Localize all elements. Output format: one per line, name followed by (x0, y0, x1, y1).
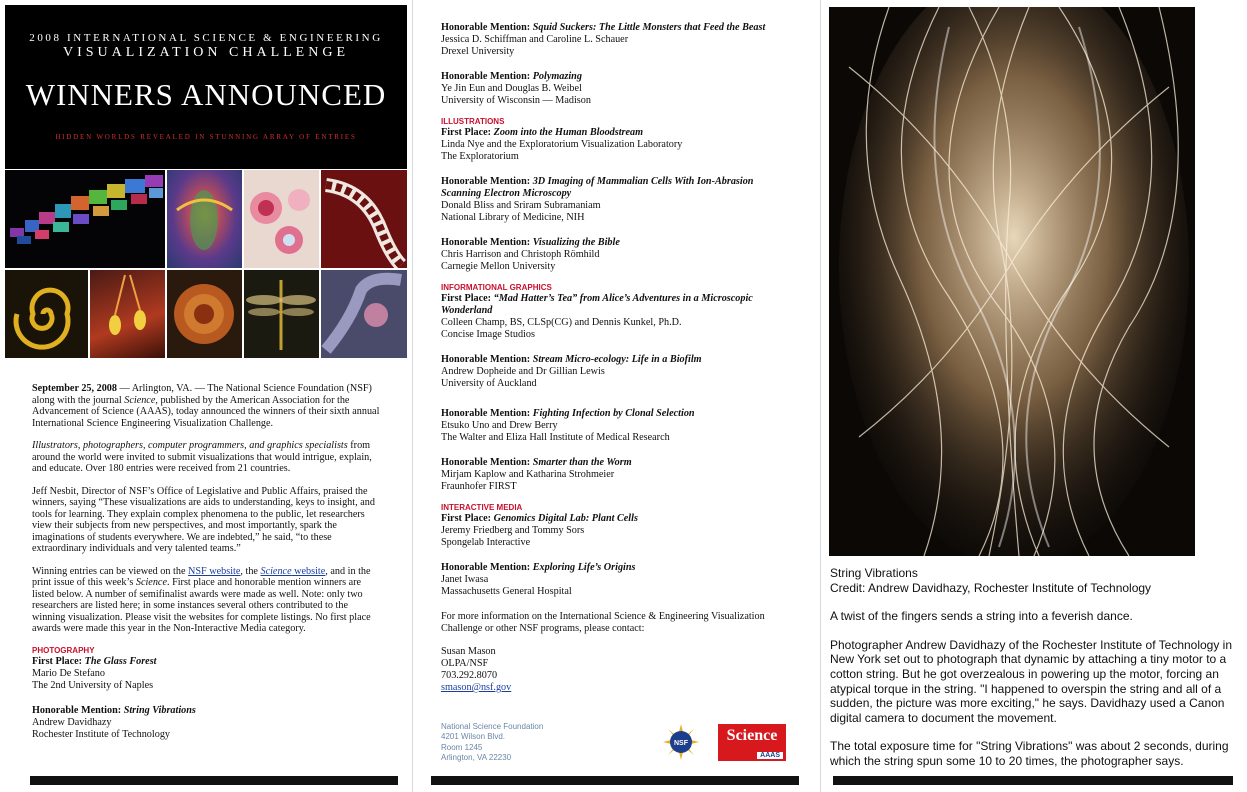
winner-entry (441, 176, 811, 224)
banner-header (5, 5, 407, 169)
banner-line-2: VISUALIZATION CHALLENGE (62, 45, 350, 60)
category-heading-illustrations: ILLUSTRATIONS (441, 117, 505, 126)
entry-names: Ye Jin Eun and Douglas B. Weibel (441, 83, 582, 94)
entry-organization: The 2nd University of Naples (32, 679, 154, 691)
entry-names: Andrew Davidhazy (32, 716, 112, 728)
winner-entry (441, 22, 811, 58)
award-level: First Place: (32, 655, 85, 667)
mosaic-image-round-cell (167, 270, 242, 358)
bottom-divider-bar (30, 776, 398, 785)
entry-title: 3D Imaging of Mammalian Cells With Ion-Abrasion Scanning Electron Microscopy (441, 176, 754, 199)
nsf-logo-icon (663, 724, 699, 760)
entry-names: Mario De Stefano (32, 667, 105, 679)
more-info-text: For more information on the International Science & Engineering Visualization Challenge or other NSF programs, please contact: (441, 611, 765, 634)
entry-title: Genomics Digital Lab: Plant Cells (493, 513, 638, 524)
entry-names: Linda Nye and the Exploratorium Visualization Laboratory (441, 139, 683, 150)
contact-email-link[interactable]: smason@nsf.gov (441, 682, 512, 693)
intro-paragraph-3: Jeff Nesbit, Director of NSF’s Office of Legislative and Public Affairs, praised the winners, saying “These visualizations are aids to understanding, keys to insight, and tools for learning. They explain complex phenomena to the public, let researchers view their subjects from new perspectives, and most importantly, spark the imaginations of students everywhere. We are indebted,” he said, “to these extraordinary individuals and very talented teams.” (32, 485, 375, 554)
entry-organization: The Exploratorium (441, 151, 519, 162)
intro-text: , the (240, 565, 261, 577)
nsf-logo-text: NSF (674, 740, 688, 747)
link-text: Science (260, 565, 292, 577)
entry-organization: Spongelab Interactive (441, 537, 531, 548)
journal-name: Science (124, 394, 156, 406)
feature-paragraph-3: The total exposure time for "String Vibrations" was about 2 seconds, during which the string spun some 10 to 20 times, the photographer says. (830, 739, 1229, 768)
category-heading-photography: PHOTOGRAPHY (32, 645, 95, 655)
nsf-website-link[interactable]: NSF website (188, 565, 241, 577)
mosaic-image-neurons (90, 270, 165, 358)
press-release-column-2 (412, 0, 820, 792)
bottom-divider-bar (431, 776, 799, 785)
winner-entry (441, 457, 811, 493)
entry-organization: University of Wisconsin — Madison (441, 95, 591, 106)
aaas-logo-text: AAAS (757, 752, 783, 759)
science-website-link[interactable] (260, 566, 325, 577)
award-level: First Place: (441, 293, 494, 304)
science-aaas-logo (718, 724, 786, 761)
entry-title: The Glass Forest (84, 655, 157, 667)
entry-organization: Concise Image Studios (441, 329, 535, 340)
photo-feature-text (830, 566, 1242, 783)
caption-credit: Credit: Andrew Davidhazy, Rochester Institute of Technology (830, 580, 1152, 595)
photo-feature-column (820, 0, 1247, 792)
winner-entry (441, 513, 811, 549)
entry-organization: Carnegie Mellon University (441, 261, 556, 272)
press-release-column-1 (0, 0, 412, 792)
feature-paragraph-1: A twist of the fingers sends a string into a feverish dance. (830, 609, 1133, 624)
award-level: Honorable Mention: (441, 237, 533, 248)
release-date: September 25, 2008 (32, 383, 117, 394)
award-level: Honorable Mention: (441, 562, 533, 573)
award-level: Honorable Mention: (441, 457, 533, 468)
intro-text: Winning entries can be viewed on the (32, 565, 189, 577)
entry-organization: Drexel University (441, 46, 515, 57)
intro-paragraph-4 (32, 566, 382, 635)
entry-title: Stream Micro-ecology: Life in a Biofilm (532, 354, 702, 365)
intro-text: , published by the American Association for the Advancement of Science (AAAS), today announced the winners of their sixth annual International Science Engineering Visualization Challenge. (32, 394, 380, 429)
winner-entry (441, 127, 811, 163)
contact-phone: 703.292.8070 (441, 670, 498, 681)
entry-names: Andrew Dopheide and Dr Gillian Lewis (441, 366, 605, 377)
entry-title: Exploring Life’s Origins (532, 562, 636, 573)
entry-organization: Massachusetts General Hospital (441, 586, 572, 597)
entry-names: Chris Harrison and Christoph Römhild (441, 249, 600, 260)
entry-names: Etsuko Uno and Drew Berry (441, 420, 558, 431)
entry-title: Squid Suckers: The Little Monsters that Feed the Beast (532, 22, 766, 33)
category-heading-interactive-media: INTERACTIVE MEDIA (441, 503, 523, 512)
award-level: Honorable Mention: (32, 704, 124, 716)
entry-names: Colleen Champ, BS, CLSp(CG) and Dennis Kunkel, Ph.D. (441, 317, 682, 328)
contact-name: Susan Mason (441, 646, 496, 657)
bottom-divider-bar (833, 776, 1233, 785)
entry-organization: The Walter and Eliza Hall Institute of Medical Research (441, 432, 670, 443)
entry-title: Polymazing (532, 71, 582, 82)
nsf-address (441, 722, 543, 763)
intro-text: . First place and honorable mention winners are listed below. A number of semifinalist awards were made as well. Note: only two researchers are listed here; in some instances several others contributed to the winning visualization. Please visit the websites for complete listings. No first place awards were made this year in the Non-Interactive Media category. (32, 577, 371, 634)
address-line: Room 1245 (441, 742, 483, 752)
award-level: Honorable Mention: (441, 176, 533, 187)
award-level: Honorable Mention: (441, 354, 533, 365)
entry-names: Mirjam Kaplow and Katharina Strohmeier (441, 469, 615, 480)
mosaic-image-bible-visualization (5, 170, 165, 268)
contact-block (441, 646, 811, 694)
award-level: Honorable Mention: (441, 408, 533, 419)
mosaic-image-film-strip (321, 170, 407, 268)
journal-name: Science (135, 577, 167, 588)
entry-organization: Fraunhofer FIRST (441, 481, 517, 492)
award-level: First Place: (441, 127, 494, 138)
mosaic-image-golden-spiral (5, 270, 88, 358)
contact-office: OLPA/NSF (441, 658, 489, 669)
category-heading-informational-graphics: INFORMATIONAL GRAPHICS (441, 283, 552, 292)
entry-names: Donald Bliss and Sriram Subramaniam (441, 200, 601, 211)
intro-text: , and in the print issue of this week’s (32, 565, 371, 588)
winner-entry (441, 354, 811, 390)
award-level: Honorable Mention: (441, 71, 533, 82)
winner-entry (441, 293, 811, 341)
winner-entry (32, 656, 382, 692)
photo-caption (830, 566, 1242, 595)
entry-organization: Rochester Institute of Technology (32, 728, 171, 740)
entry-title: “Mad Hatter’s Tea” from Alice’s Adventures in a Microscopic Wonderland (441, 293, 753, 316)
winner-entry (441, 237, 811, 273)
intro-text: — Arlington, VA. — The National Science Foundation (NSF) along with the journal (32, 383, 372, 406)
award-level: First Place: (441, 513, 494, 524)
winner-entry (441, 562, 811, 598)
address-line: Arlington, VA 22230 (441, 752, 512, 762)
banner-title: WINNERS ANNOUNCED (25, 77, 387, 112)
award-level: Honorable Mention: (441, 22, 533, 33)
address-line: 4201 Wilson Blvd. (441, 732, 506, 742)
entry-title: String Vibrations (123, 704, 196, 716)
intro-text: Illustrators, photographers, computer programmers, and graphics specialists (32, 440, 348, 451)
string-vibrations-photo (829, 7, 1195, 556)
intro-text: from around the world were invited to submit visualizations that would intrigue, explain, and educate. Over 180 entries were received from 21 countries. (32, 440, 372, 474)
address-line: National Science Foundation (441, 722, 544, 731)
banner-line-1: 2008 INTERNATIONAL SCIENCE & ENGINEERING (29, 32, 383, 44)
press-release-body (32, 383, 382, 754)
winner-entry (32, 705, 382, 741)
entry-title: Fighting Infection by Clonal Selection (532, 408, 695, 419)
feature-paragraph-2: Photographer Andrew Davidhazy of the Rochester Institute of Technology in New York set out to photograph that dynamic by attaching a tiny motor to a cotton string. But he got overzealous in powering up the motor, forcing an atypical torque in the string. "I happened to overspin the string and all of a sudden, the picture was more exciting," he says. Davidhazy used a Canon digital camera to document the movement. (830, 637, 1233, 725)
entry-organization: University of Auckland (441, 378, 537, 389)
entry-names: Jessica D. Schiffman and Caroline L. Schauer (441, 34, 629, 45)
intro-paragraph-2 (32, 440, 382, 475)
entry-names: Jeremy Friedberg and Tommy Sors (441, 525, 585, 536)
link-text: website (291, 565, 326, 577)
intro-paragraph-1 (32, 383, 382, 429)
winner-entry (441, 71, 811, 107)
winning-images-mosaic (5, 170, 407, 358)
entry-organization: National Library of Medicine, NIH (441, 212, 585, 223)
banner-subtitle: HIDDEN WORLDS REVEALED IN STUNNING ARRAY OF ENTRIES (55, 133, 357, 141)
winner-entry (441, 408, 811, 444)
winners-list-continued (441, 22, 811, 694)
mosaic-image-colored-skull (167, 170, 242, 268)
mosaic-image-dragonfly (244, 270, 319, 358)
mosaic-image-synapse (321, 270, 407, 358)
entry-names: Janet Iwasa (441, 574, 489, 585)
entry-title: Smarter than the Worm (532, 457, 632, 468)
entry-title: Zoom into the Human Bloodstream (493, 127, 644, 138)
entry-title: Visualizing the Bible (532, 237, 620, 248)
caption-title: String Vibrations (830, 566, 918, 580)
science-logo-text: Science (726, 727, 778, 744)
mosaic-image-pink-cells (244, 170, 319, 268)
